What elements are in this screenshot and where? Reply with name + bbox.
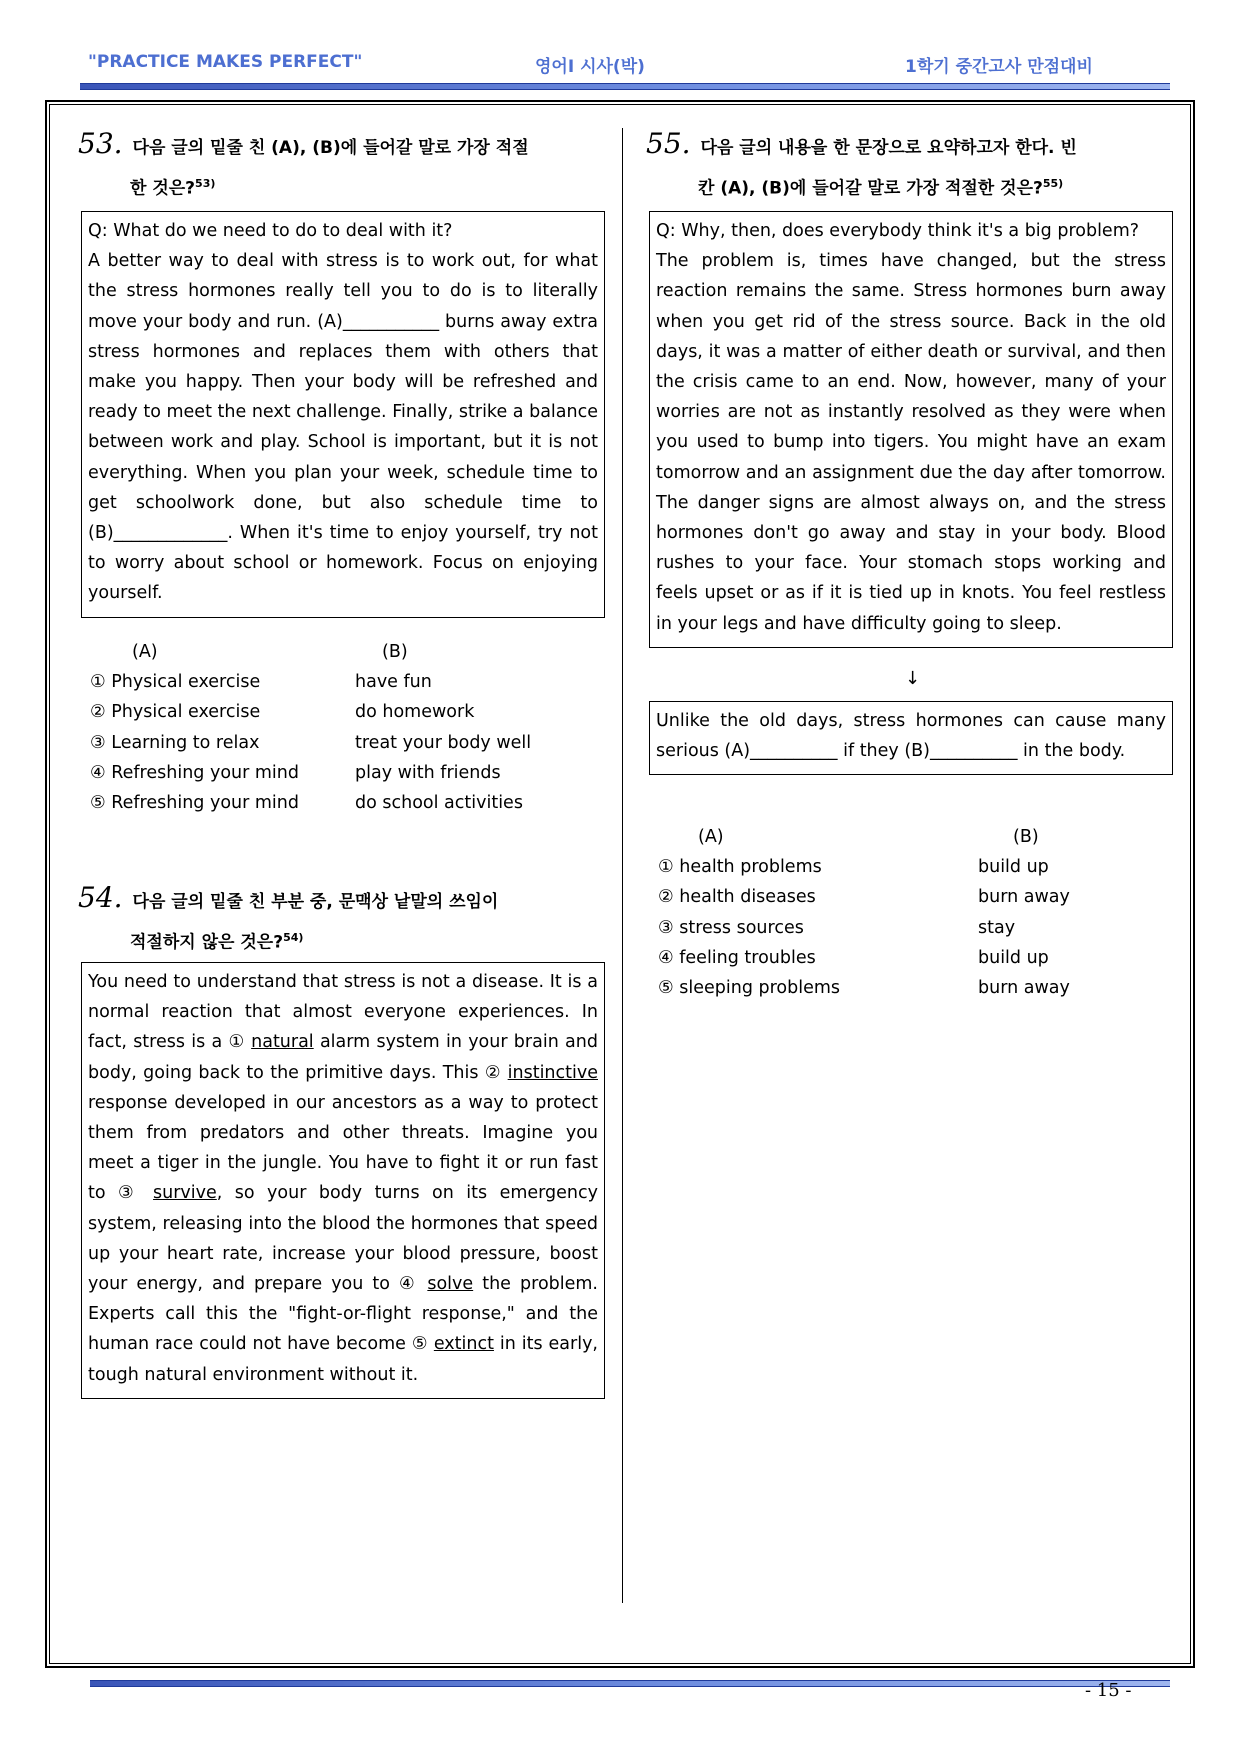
q53-options	[90, 637, 610, 818]
q55-col-b: (B)	[1013, 827, 1039, 847]
q53-col-b: (B)	[382, 642, 408, 662]
q55-option-4[interactable]: ④ feeling troubles build up	[658, 947, 1049, 968]
q53-option-1[interactable]: ① Physical exercise have fun	[90, 672, 432, 693]
q55-footnote: 55)	[1042, 177, 1064, 190]
q55-summary-box	[649, 701, 1173, 775]
q54-passage-box	[81, 962, 605, 1399]
header-rule	[80, 83, 1170, 90]
q53-option-2[interactable]: ② Physical exercise do homework	[90, 702, 475, 723]
header-slogan: "PRACTICE MAKES PERFECT"	[88, 52, 363, 72]
q54-title-line1: 다음 글의 밑줄 친 부분 중, 문맥상 낱말의 쓰임이	[132, 892, 499, 912]
q54-title-line2: 적절하지 않은 것은?	[130, 932, 284, 953]
q53-footnote: 53)	[195, 177, 216, 190]
q54-footnote: 54)	[283, 931, 304, 944]
q53-title-line1: 다음 글의 밑줄 친 (A), (B)에 들어갈 말로 가장 적절	[132, 138, 529, 158]
q55-option-3[interactable]: ③ stress sources stay	[658, 917, 1016, 938]
q55-title-line1: 다음 글의 내용을 한 문장으로 요약하고자 한다. 빈	[700, 138, 1077, 158]
q54-underline-4[interactable]: solve	[427, 1274, 474, 1295]
q54-underline-3[interactable]: survive	[153, 1183, 217, 1204]
summary-arrow-icon: ↓	[905, 668, 921, 689]
q53-question: Q: What do we need to do to deal with it?	[88, 221, 453, 241]
q53-col-a: (A)	[132, 642, 158, 662]
footer-rule	[90, 1680, 1170, 1687]
q55-question: Q: Why, then, does everybody think it's a big problem?	[656, 221, 1140, 241]
q55-option-5[interactable]: ⑤ sleeping problems burn away	[658, 978, 1070, 999]
column-divider	[622, 128, 623, 1603]
q54-passage: You need to understand that stress is not a disease. It is a normal reaction that almost everyone experiences. In fact, stress is a ① natural alarm system in your brain and body, going back to the primitive days. This ② instinctive response developed in our ancestors as a way to protect them from predators and other threats. Imagine you meet a tiger in the jungle. You have to fight it or run fast to ③ survive, so your body turns on its emergency system, releasing into the blood the hormones that speed up your heart rate, increase your blood pressure, boost your energy, and prepare you to ④ solve the problem. Experts call this the "fight-or-flight response," and the human race could not have become ⑤ extinct in its early, tough natural environment without it.	[88, 972, 598, 1385]
q53-passage-box	[81, 211, 605, 618]
q55-summary: Unlike the old days, stress hormones can cause many serious (A)__________ if they (B)__________ in the body.	[656, 711, 1166, 762]
q53-passage: A better way to deal with stress is to work out, for what the stress hormones really tell you to do is to literally move your body and run. (A)___________ burns away extra stress hormones and replaces them with others that make you happy. Then your body will be refreshed and ready to meet the next challenge. Finally, strike a balance between work and play. School is important, but it is not everything. When you plan your week, schedule time to get schoolwork done, but also schedule time to (B)_____________. When it's time to enjoy yourself, try not to worry about school or homework. Focus on enjoying yourself.	[88, 251, 598, 604]
q55-title	[646, 126, 1176, 207]
q55-title-line2: 칸 (A), (B)에 들어갈 말로 가장 적절한 것은?	[698, 178, 1043, 199]
q55-options	[658, 822, 1178, 1003]
q55-col-a: (A)	[698, 827, 724, 847]
q53-title	[78, 126, 608, 207]
q53-number: 53.	[78, 127, 123, 160]
q55-number: 55.	[646, 127, 691, 160]
page-number: - 15 -	[1085, 1680, 1132, 1701]
header-subject: 영어Ⅰ 시사(박)	[535, 57, 645, 77]
q53-title-line2: 한 것은?	[130, 178, 196, 199]
header-exam-title: 1학기 중간고사 만점대비	[905, 57, 1093, 77]
q54-title	[78, 880, 608, 961]
q54-underline-2[interactable]: instinctive	[507, 1062, 598, 1083]
q55-passage: The problem is, times have changed, but the stress reaction remains the same. Stress hormones burn away when you get rid of the stress source. Back in the old days, it was a matter of either death or survival, and then the crisis came to an end. Now, however, many of your worries are not as instantly resolved as they were when you used to bump into tigers. You might have an exam tomorrow and an assignment due the day after tomorrow. The danger signs are almost always on, and the stress hormones don't go away and stay in your body. Blood rushes to your face. Your stomach stops working and feels upset or as if it is tied up in knots. You feel restless in your legs and have difficulty going to sleep.	[656, 251, 1166, 634]
q54-underline-1[interactable]: natural	[251, 1032, 314, 1053]
q55-option-2[interactable]: ② health diseases burn away	[658, 887, 1070, 908]
q54-underline-5[interactable]: extinct	[433, 1334, 494, 1355]
q55-passage-box	[649, 211, 1173, 648]
q54-number: 54.	[78, 881, 123, 914]
q53-option-4[interactable]: ④ Refreshing your mind play with friends	[90, 762, 501, 783]
q53-option-3[interactable]: ③ Learning to relax treat your body well	[90, 732, 532, 753]
q55-option-1[interactable]: ① health problems build up	[658, 857, 1049, 878]
q53-option-5[interactable]: ⑤ Refreshing your mind do school activities	[90, 793, 523, 814]
